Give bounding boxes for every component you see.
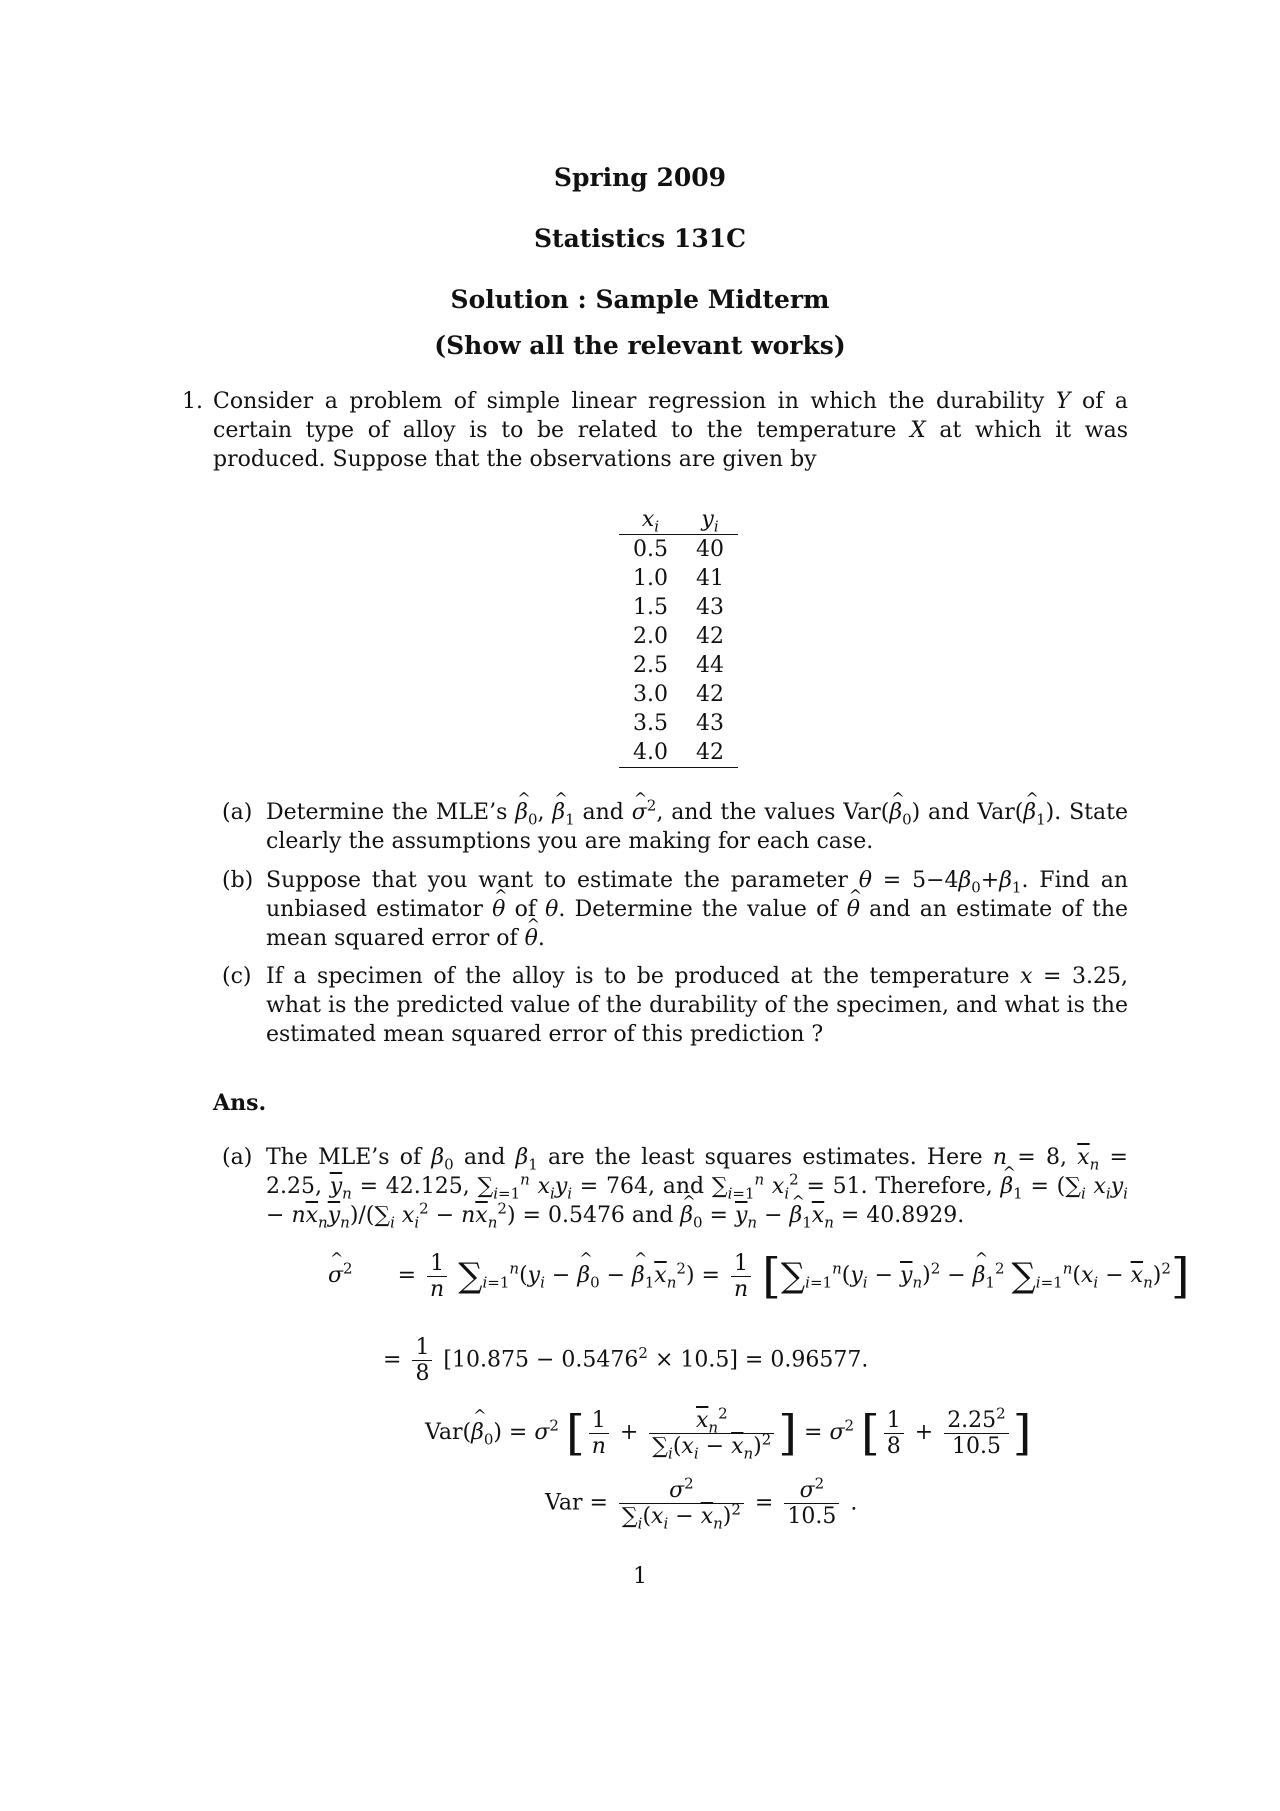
question-number: 1. xyxy=(182,389,203,414)
table-row xyxy=(619,593,738,622)
part-a-label: (a) xyxy=(222,800,253,825)
value-sxx: 10.5 xyxy=(680,1347,730,1373)
value-ybar: 42.125 xyxy=(385,1174,463,1199)
value-sum-x2: 51 xyxy=(832,1174,861,1199)
cell-y: 43 xyxy=(696,711,724,736)
part-c-label: (c) xyxy=(222,964,252,989)
var-beta0-equation: Var(β $\^{}_0) = \sigma^2$ [ $\frac{1}{n}$ + $\frac{\overline{x}_n^2}{\sum_i(x_i - \overline{x}_n)^2}$ ] = $\sigma^2$ [ $\frac{1}{8}$ + $\frac{2.25^2}{10.5}$ ] xyxy=(425,1405,1031,1461)
answer-part-a-text: The MLE’s of $\beta_0$ and $\beta_1$ are the least squares estimates. Here n = 8, $\overline{x}_n = 2.25$, $\overline{y}_n = 42.125$, $\sum_{i=1}^n$ $x_iy_i = 764$, and $\sum_{i=1}^n$ $x_i^2 = 51$. Therefore, β $\^{}_1 = (\sum_i$ $x_iy_i - n\overline{x}_n\overline{y}_n)/(\sum_i$ $x_i^2 - n\overline{x}_n^2) = 0.5476$ and β $\^{}_0 = \overline{y}_n - \beta$ $\^{}_1\overline{x}_n = 40.8929$. xyxy=(266,1143,1128,1230)
part-b-label: (b) xyxy=(222,868,254,893)
value-xbar-squared: 2.25 xyxy=(947,1407,997,1433)
sigma-hat-equation-line2: = $\frac{1}{8}$ $[10.875 - 0.5476^2 \times 10.5] = 0.96577$. xyxy=(383,1335,869,1386)
table-row xyxy=(619,709,738,738)
cell-y: 41 xyxy=(696,566,724,591)
cell-y: 42 xyxy=(696,682,724,707)
observations-table xyxy=(619,507,738,768)
subtitle-heading: (Show all the relevant works) xyxy=(434,331,846,360)
cell-x: 0.5 xyxy=(633,537,668,562)
value-beta1: 0.5476 xyxy=(547,1203,625,1228)
table-header-y: $y_i$ xyxy=(682,507,738,535)
cell-x: 1.0 xyxy=(633,566,668,591)
course-heading: Statistics 131C xyxy=(533,224,747,253)
table-row xyxy=(619,564,738,593)
cell-x: 3.5 xyxy=(633,711,668,736)
value-sigma2: 0.96577 xyxy=(770,1347,862,1373)
table-row xyxy=(619,738,738,768)
semester-heading: Spring 2009 xyxy=(553,163,727,192)
part-b-text: Suppose that you want to estimate the parameter $\theta = 5-4\beta_0+\beta_1$. Find an unbiased estimator θ ^ of θ. Determine the value of θ ^ and an estimate of the mean squared error of θ ^. xyxy=(266,866,1128,953)
value-syy: 10.875 xyxy=(452,1347,529,1373)
title-heading: Solution : Sample Midterm xyxy=(450,285,830,314)
fraction-denominator: 8 xyxy=(415,1361,430,1386)
cell-y: 42 xyxy=(682,738,738,768)
value-sum-xy: 764 xyxy=(606,1174,648,1199)
table-header-x: $x_i$ xyxy=(619,507,682,535)
cell-y: 42 xyxy=(696,624,724,649)
table-row xyxy=(619,651,738,680)
var-beta1-equation: Var = $\frac{\sigma^2}{\sum_i(x_i - \overline{x}_n)^2}$ = $\frac{\sigma^2}{10.5}$ . xyxy=(545,1474,858,1533)
answer-part-a-label: (a) xyxy=(222,1145,253,1170)
value-beta0: 40.8929 xyxy=(866,1203,958,1228)
table-row xyxy=(619,680,738,709)
value-xbar: 2.25 xyxy=(266,1174,315,1199)
cell-x: 2.5 xyxy=(633,653,668,678)
cell-x: 1.5 xyxy=(633,595,668,620)
page-number: 1 xyxy=(633,1564,647,1589)
cell-y: 43 xyxy=(696,595,724,620)
table-row xyxy=(619,535,738,565)
cell-y: 44 xyxy=(696,653,724,678)
part-a-text: Determine the MLE’s β $\^{}_0$, β $\^{}_1$ and σ ^$^2$, and the values Var(β $\^{}_0$) and Var(β $\^{}_1$). State clearly the assumptions you are making for each case. xyxy=(266,798,1128,856)
part-c-text: If a specimen of the alloy is to be produced at the temperature x = 3.25, what is the predicted value of the durability of the specimen, and what is the estimated mean squared error of this prediction ? xyxy=(266,964,1128,1047)
fraction-numerator: 1 xyxy=(412,1335,432,1361)
question-intro: Consider a problem of simple linear regression in which the durability Y of a certain type of alloy is to be related to the temperature X at which it was produced. Suppose that the observations are given by xyxy=(213,389,1128,472)
cell-x: 2.0 xyxy=(633,624,668,649)
value-beta1-repeat: 0.5476 xyxy=(561,1347,639,1373)
cell-x: 3.0 xyxy=(633,682,668,707)
table-row xyxy=(619,622,738,651)
cell-x: 4.0 xyxy=(619,738,682,768)
cell-y: 40 xyxy=(696,537,724,562)
value-n: 8 xyxy=(1045,1145,1060,1170)
answer-heading: Ans. xyxy=(213,1090,267,1116)
sigma-hat-equation-line1: σ ^$^2$ = $\frac{1}{n}$ $\sum_{i=1}^n(y_i - \beta$ $\^{}_0 - \beta$ $\^{}_1\overline{x}_n^2$) = $\frac{1}{n}$ [$\sum_{i=1}^n(y_i - \overline{y}_n)^2 - \beta$ $\^{}_1^2$ $\sum_{i=1}^n(x_i - \overline{x}_n)^2$] xyxy=(328,1248,1190,1304)
